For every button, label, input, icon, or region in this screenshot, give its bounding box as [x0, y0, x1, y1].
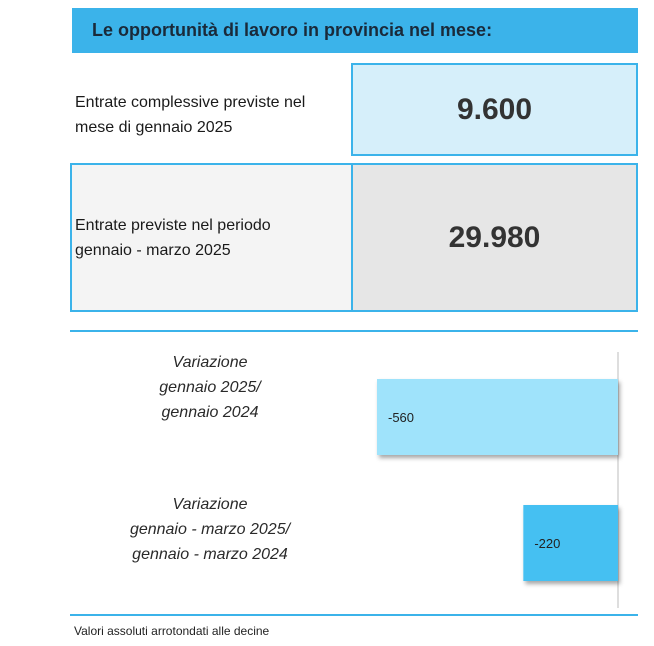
variation-2-line1: Variazione: [172, 496, 248, 513]
row1-label-line2: mese di gennaio 2025: [75, 119, 233, 136]
bar-label-variation-2: -220: [534, 536, 561, 551]
footer-note: Valori assoluti arrotondati alle decine: [74, 624, 270, 638]
divider-bottom: [70, 614, 638, 616]
row2-value: 29.980: [448, 220, 541, 254]
variation-2-line3: gennaio - marzo 2024: [132, 546, 288, 563]
variation-2-line2: gennaio - marzo 2025/: [129, 521, 291, 538]
row2-label-line1: Entrate previste nel periodo: [75, 217, 271, 234]
variation-1-line1: Variazione: [172, 354, 248, 371]
bar-label-variation-1: -560: [388, 410, 415, 425]
header-title: Le opportunità di lavoro in provincia nel mese:: [92, 20, 493, 40]
row1-label-line1: Entrate complessive previste nel: [75, 94, 306, 111]
variation-1-line3: gennaio 2024: [161, 404, 259, 421]
row2-label-line2: gennaio - marzo 2025: [75, 242, 231, 259]
variation-1-line2: gennaio 2025/: [159, 379, 261, 396]
row1-value: 9.600: [456, 92, 533, 126]
